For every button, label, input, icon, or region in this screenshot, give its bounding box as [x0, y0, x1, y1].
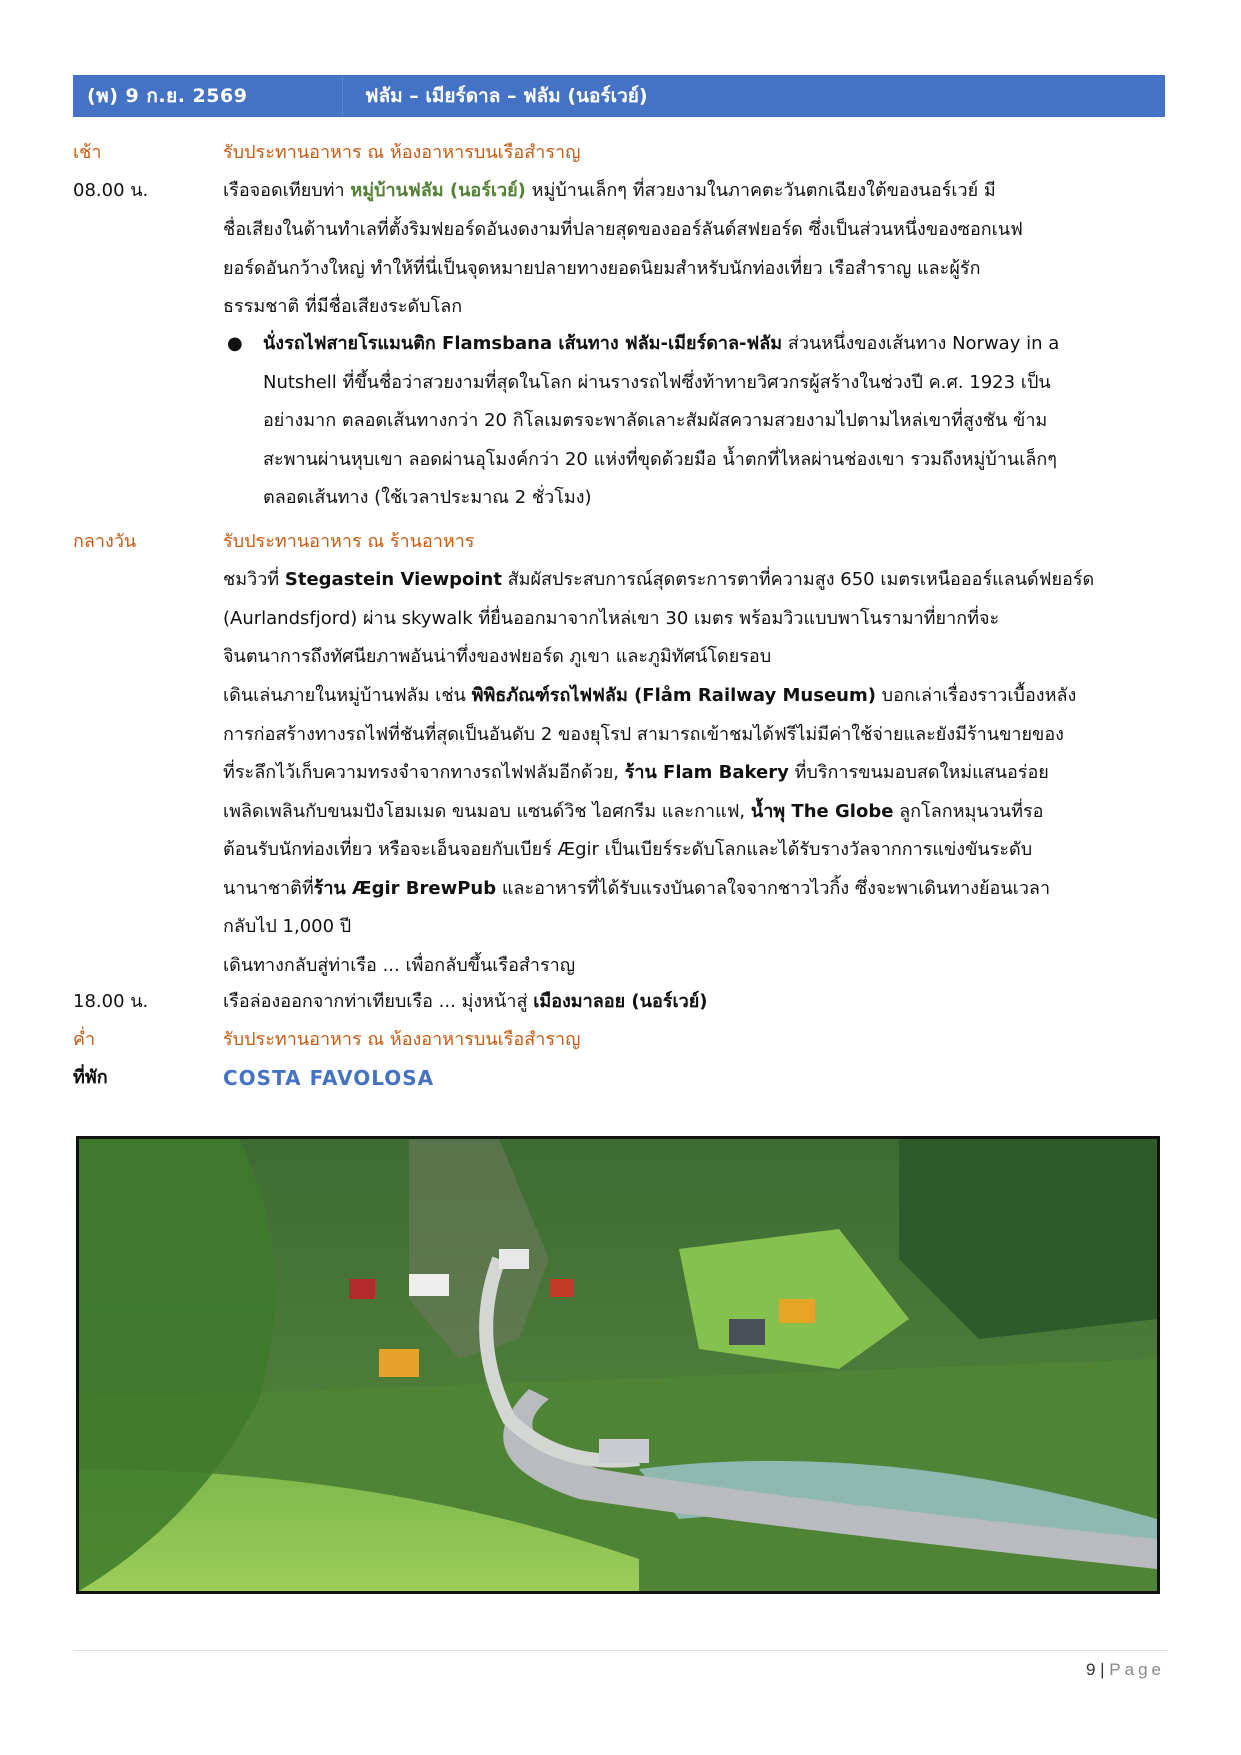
- stegastein-title: Stegastein Viewpoint: [284, 569, 502, 590]
- walk-l1-pre: เดินเล่นภายในหมู่บ้านฟลัม เช่น: [223, 685, 472, 706]
- walk-l4-pre: เพลิดเพลินกับขนมปังโฮมเมด ขนมอบ แซนด์วิช ไอศกรีม และกาแฟ,: [223, 800, 751, 822]
- stegastein-line-1: [223, 561, 1168, 600]
- walk-l3-rest: ที่บริการขนมอบสดใหม่แสนอร่อย: [788, 762, 1049, 783]
- lunch-text: รับประทานอาหาร ณ ร้านอาหาร: [223, 531, 475, 552]
- departure-time: 18.00 น.: [73, 991, 149, 1012]
- stegastein-line-3: จินตนาการถึงทัศนียภาพอันน่าทึ่งของฟยอร์ด ภูเขา และภูมิทัศน์โดยรอบ: [223, 646, 772, 667]
- train-line-3: อย่างมาก ตลอดเส้นทางกว่า 20 กิโลเมตรจะพาลัดเลาะสัมผัสความสวยงามไปตามไหล่เขาที่สูงชัน ข้าม: [263, 410, 1048, 431]
- train-line1-rest: ส่วนหนึ่งของเส้นทาง Norway in a: [782, 333, 1060, 354]
- arrival-line-4: ธรรมชาติ ที่มีชื่อเสียงระดับโลก: [223, 296, 463, 317]
- day-header-bar: [73, 75, 1165, 117]
- dinner-row: [73, 1021, 1168, 1059]
- lunch-row: [73, 523, 1168, 561]
- walk-line-1: [223, 677, 1168, 716]
- accommodation-row: [73, 1059, 1168, 1099]
- stegastein-line-2: (Aurlandsfjord) ผ่าน skywalk ที่ยื่นออกมาจากไหล่เขา 30 เมตร พร้อมวิวแบบพาโนรามาที่ยากที่จะ: [223, 607, 1000, 629]
- walk-line-7: กลับไป 1,000 ปี: [223, 916, 352, 937]
- stegastein-pre: ชมวิวที่: [223, 569, 285, 590]
- walk-l1-rest: บอกเล่าเรื่องราวเบื้องหลัง: [875, 685, 1077, 706]
- arrival-row: [73, 172, 1168, 210]
- arrival-line-2: ชื่อเสียงในด้านทำเลที่ตั้งริมฟยอร์ดอันงดงามที่ปลายสุดของออร์ลันด์สฟยอร์ด ซึ่งเป็นส่วนหนึ่งของซอกเนฟ: [223, 219, 1023, 240]
- walk-l6-rest: และอาหารที่ได้รับแรงบันดาลใจจากชาวไวกิ้ง ซึ่งจะพาเดินทางย้อนเวลา: [496, 877, 1051, 899]
- stegastein-line1-rest: สัมผัสประสบการณ์สุดตระการตาที่ความสูง 650 เมตรเหนือออร์แลนด์ฟยอร์ด: [501, 569, 1095, 590]
- walk-line-5: ต้อนรับนักท่องเที่ยว หรือจะเอ็นจอยกับเบียร์ Ægir เป็นเบียร์ระดับโลกและได้รับรางวัลจากการแข่งขันระดับ: [223, 839, 1033, 860]
- breakfast-label: เช้า: [73, 142, 102, 163]
- day-route-title: ฟลัม – เมียร์ดาล – ฟลัม (นอร์เวย์): [365, 85, 648, 107]
- flam-bakery-title: ร้าน Flam Bakery: [624, 762, 789, 783]
- accommodation-label: ที่พัก: [73, 1067, 108, 1088]
- walk-line-3: [223, 754, 1168, 793]
- train-line-1: [263, 325, 1168, 364]
- landscape-illustration: [79, 1139, 1157, 1591]
- train-title: นั่งรถไฟสายโรแมนติก Flamsbana เส้นทาง ฟลัม-เมียร์ดาล-ฟลัม: [263, 333, 783, 354]
- arrival-line-1: [223, 172, 1168, 210]
- walk-line-8: เดินทางกลับสู่ท่าเรือ ... เพื่อกลับขึ้นเรือสำราญ: [223, 954, 576, 976]
- locomotive: [599, 1439, 649, 1463]
- walk-l4-rest: ลูกโลกหมุนวนที่รอ: [893, 800, 1044, 822]
- the-globe-title: น้ำพุ The Globe: [750, 800, 894, 822]
- train-line-2: Nutshell ที่ขึ้นชื่อว่าสวยงามที่สุดในโลก ผ่านรางรถไฟซึ่งท้าทายวิศวกรผู้สร้างในช่วงปี ค.ศ. 1923 เป็น: [263, 371, 1051, 393]
- bullet-icon: ●: [227, 333, 243, 354]
- village-walk-paragraph: [223, 677, 1168, 985]
- railway-museum-title: พิพิธภัณฑ์รถไฟฟลัม (Flåm Railway Museum): [471, 685, 876, 706]
- departure-pre: เรือล่องออกจากท่าเทียบเรือ ... มุ่งหน้าสู่: [223, 991, 534, 1012]
- walk-l6-pre: นานาชาติที่: [223, 877, 314, 899]
- ship-name: COSTA FAVOLOSA: [223, 1066, 435, 1090]
- departure-row: [73, 983, 1168, 1021]
- footer-divider: [73, 1650, 1168, 1651]
- train-bullet-item: [223, 325, 1168, 518]
- flam-valley-photo: [76, 1136, 1160, 1594]
- maloy-town-title: เมืองมาลอย (นอร์เวย์): [533, 991, 708, 1012]
- walk-line-6: [223, 870, 1168, 909]
- page-word: Page: [1109, 1660, 1165, 1679]
- arrival-line1-rest: หมู่บ้านเล็กๆ ที่สวยงามในภาคตะวันตกเฉียงใต้ของนอร์เวย์ มี: [525, 180, 996, 201]
- dinner-text: รับประทานอาหาร ณ ห้องอาหารบนเรือสำราญ: [223, 1029, 581, 1050]
- train-line-5: ตลอดเส้นทาง (ใช้เวลาประมาณ 2 ชั่วโมง): [263, 487, 592, 508]
- page-footer: [1086, 1660, 1165, 1680]
- arrival-pre: เรือจอดเทียบท่า: [223, 180, 351, 201]
- dinner-label: ค่ำ: [73, 1029, 96, 1050]
- arrival-line-3: ยอร์ดอันกว้างใหญ่ ทำให้ที่นี่เป็นจุดหมายปลายทางยอดนิยมสำหรับนักท่องเที่ยว เรือสำราญ และผู้รัก: [223, 257, 981, 279]
- breakfast-row: [73, 134, 1168, 172]
- walk-line-2: การก่อสร้างทางรถไฟที่ชันที่สุดเป็นอันดับ 2 ของยุโรป สามารถเข้าชมได้ฟรีไม่มีค่าใช้จ่ายและยังมีร้านขายของ: [223, 723, 1064, 745]
- flam-village-highlight: หมู่บ้านฟลัม (นอร์เวย์): [350, 180, 526, 201]
- arrival-time: 08.00 น.: [73, 180, 149, 201]
- page-number: 9: [1085, 1660, 1096, 1679]
- day-date: (พ) 9 ก.ย. 2569: [73, 75, 343, 117]
- stegastein-paragraph: [223, 561, 1168, 677]
- departure-text: [223, 983, 1168, 1021]
- lunch-label: กลางวัน: [73, 531, 137, 552]
- aegir-brewpub-title: ร้าน Ægir BrewPub: [313, 877, 497, 899]
- breakfast-text: รับประทานอาหาร ณ ห้องอาหารบนเรือสำราญ: [223, 142, 581, 163]
- walk-l3-pre: ที่ระลึกไว้เก็บความทรงจำจากทางรถไฟฟลัมอีกด้วย,: [223, 762, 625, 783]
- arrival-paragraph-cont: [223, 211, 1168, 327]
- train-line-4: สะพานผ่านหุบเขา ลอดผ่านอุโมงค์กว่า 20 แห่งที่ขุดด้วยมือ น้ำตกที่ไหลผ่านช่องเขา รวมถึงหมู่บ้านเล็กๆ: [263, 448, 1057, 470]
- walk-line-4: [223, 793, 1168, 832]
- page-separator: |: [1095, 1660, 1110, 1679]
